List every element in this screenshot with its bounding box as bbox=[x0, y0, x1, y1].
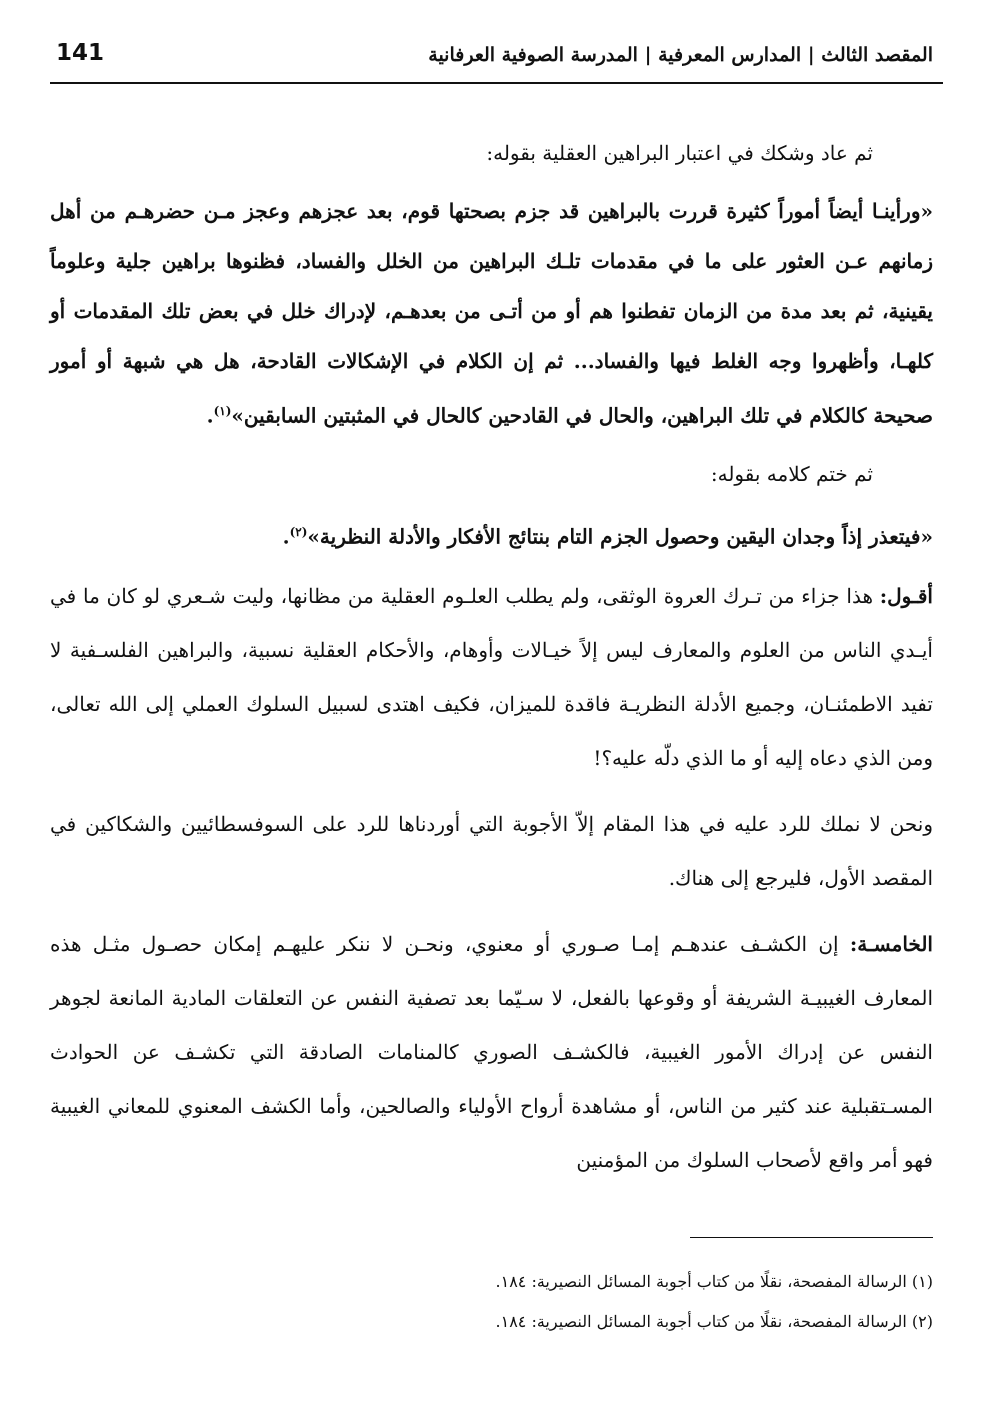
intro-line-2: ثم ختم كلامه بقوله: bbox=[710, 461, 873, 486]
footnote-text: الرسالة المفصحة، نقلًا من كتاب أجوبة المسائل النصيرية: ١٨٤. bbox=[495, 1312, 907, 1331]
footnote-ref-2: (٢) bbox=[289, 524, 308, 539]
paragraph-3-lead: الخامسـة: bbox=[849, 932, 933, 957]
header-divider bbox=[50, 82, 943, 84]
block-quote-1: «ورأينـا أيضاً أموراً كثيرة قررت بالبراهين قد جزم بصحتها قوم، بعد عجزهم وعجز مـن حضرهـم من أهل زمانهم عـن العثور على ما في مقدمات تلـك البراهين من الخلل والفساد، فظنوها براهين جلية وعلوماً يقينية، ثم بعد مدة من الزمان تفطنوا هم أو من أتـى من بعدهـم، لإدراك خلل في بعض تلك المقدمات أو كلهـا، وأظهروا وجه الغلط فيها والفساد... ثم إن الكلام في الإشكالات القادحة، هل هي شبهة أو أمور صحيحة كالكلام في تلك البراهين، والحال في القادحين كالحال في المثبتين السابقين»$^{(١)}$. bbox=[50, 199, 933, 428]
footnote-text: الرسالة المفصحة، نقلًا من كتاب أجوبة المسائل النصيرية: ١٨٤. bbox=[495, 1272, 907, 1291]
footnote-number: (١) bbox=[911, 1272, 933, 1291]
paragraph-1-text: هذا جزاء من تـرك العروة الوثقى، ولم يطلب العلـوم العقلية من مظانها، وليت شـعري لو كان ما في أيـدي الناس من العلوم والمعارف ليس إلاً خيـالات وأوهام، والأحكام العقلية نسبية، والبراهين الفلسـفية لا تفيد الاطمئنـان، وجميع الأدلة النظريـة فاقدة للميزان، فكيف اهتدى لسبيل السلوك العملي إلى الله تعالى، ومن الذي دعاه إليه أو ما الذي دلّه عليه؟! bbox=[50, 584, 933, 771]
paragraph-3 bbox=[50, 917, 933, 1187]
quote-2-text: «فيتعذر إذاً وجدان اليقين وحصول الجزم التام بنتائج الأفكار والأدلة النظرية» bbox=[307, 524, 933, 549]
paragraph-1-lead: أقـول: bbox=[879, 584, 933, 609]
quote-1-text: «ورأينـا أيضاً أموراً كثيرة قررت بالبراهين قد جزم بصحتها قوم، بعد عجزهم وعجز مـن حضرهـم من أهل زمانهم عـن العثور على ما في مقدمات تلـك البراهين من الخلل والفساد، فظنوها براهين جلية وعلوماً يقينية، ثم بعد مدة من الزمان تفطنوا هم أو من أتـى من بعدهـم، لإدراك خلل في بعض تلك المقدمات أو كلهـا، وأظهروا وجه الغلط فيها والفساد... ثم إن الكلام في الإشكالات القادحة، هل هي شبهة أو أمور صحيحة كالكلام في تلك البراهين، والحال في القادحين كالحال في المثبتين السابقين» bbox=[50, 199, 933, 428]
footnote-ref-1: (١) bbox=[213, 404, 232, 418]
block-quote-2: «فيتعذر إذاً وجدان اليقين وحصول الجزم التام بنتائج الأفكار والأدلة النظرية»$^{(٢)}$. bbox=[282, 524, 933, 549]
paragraph-1 bbox=[50, 569, 933, 785]
footnotes bbox=[50, 1262, 933, 1342]
page-number: 141 bbox=[56, 40, 105, 66]
footnote-number: (٢) bbox=[911, 1312, 933, 1331]
page-body bbox=[50, 128, 933, 1187]
footnote-item bbox=[50, 1302, 933, 1342]
paragraph-3-text: إن الكشـف عندهـم إمـا صـوري أو معنوي، ونحـن لا ننكر عليهـم إمكان حصـول مثـل هذه المعارف الغيبيـة الشريفة أو وقوعها بالفعل، لا سـيّما بعد تصفية النفس عن التعلقات المادية المانعة لجوهر النفس عن إدراك الأمور الغيبية، فالكشـف الصوري كالمنامات الصادقة التي تكشـف عن الحوادث المسـتقبلية عند كثير من الناس، أو مشاهدة أرواح الأولياء والصالحين، وأما الكشف المعنوي للمعاني الغيبية فهو أمر واقع لأصحاب السلوك من المؤمنين bbox=[50, 932, 933, 1173]
paragraph-2: ونحن لا نملك للرد عليه في هذا المقام إلاّ الأجوبة التي أوردناها للرد على السوفسطائيين والشكاكين في المقصد الأول، فليرجع إلى هناك. bbox=[50, 812, 933, 891]
footnote-divider bbox=[690, 1237, 933, 1238]
footnote-item bbox=[50, 1262, 933, 1302]
intro-line-1: ثم عاد وشكك في اعتبار البراهين العقلية بقوله: bbox=[486, 141, 873, 165]
running-header-title: المقصد الثالث | المدارس المعرفية | المدرسة الصوفية العرفانية bbox=[428, 44, 933, 66]
